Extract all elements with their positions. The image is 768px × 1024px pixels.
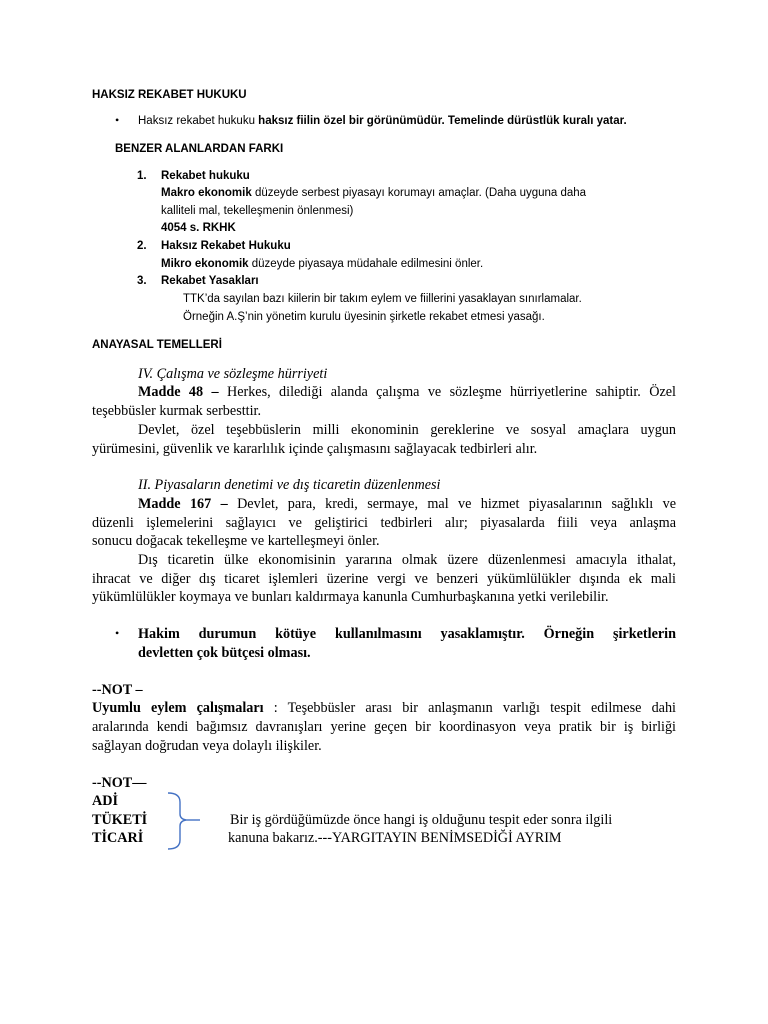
list-item-2-line1 (161, 258, 483, 270)
note-1-line3: sağlayan doğrudan veya dolaylı ilişkiler. (92, 738, 322, 754)
note-2-item-ticari: TİCARİ (92, 830, 144, 846)
bullet-2-line1: Hakim durumun kötüye kullanılmasını yasaklamıştır. Örneğin şirketlerin (138, 626, 676, 642)
bullet1-bold: haksız fiilin özel bir görünümüdür. Temelinde dürüstlük kuralı yatar. (258, 115, 627, 127)
note-1-line2: aralarında kendi bağımsız davranışları yerine geçen bir koordinasyon veya pratik bir iş birliği (92, 719, 676, 735)
note-2-text-line2: kanuna bakarız.---YARGITAYIN BENİMSEDİĞİ AYRIM (228, 830, 562, 846)
heading-benzer-alanlar: BENZER ALANLARDAN FARKI (115, 143, 284, 155)
madde-48-text1: Herkes, dilediği alanda çalışma ve sözleşme hürriyetlerine sahiptir. Özel (218, 384, 676, 400)
list-item-1-title: Rekabet hukuku (161, 170, 250, 182)
madde-48-label: Madde 48 – (138, 384, 219, 400)
section-2-title: II. Piyasaların denetimi ve dış ticaretin düzenlenmesi (138, 477, 441, 493)
bullet1-normal: Haksız rekabet hukuku (138, 115, 259, 127)
mikro-label: Mikro ekonomik (161, 258, 249, 270)
list-number-3: 3. (137, 275, 147, 287)
madde-167-line1 (138, 496, 676, 513)
madde-48-line1 (92, 384, 676, 401)
madde-167-para2-line1: Dış ticaretin ülke ekonomisinin yararına olmak üzere düzenlenmesi amacıyla ithalat, (138, 552, 676, 568)
list-item-1-line1 (161, 187, 586, 199)
list-item-2-title: Haksız Rekabet Hukuku (161, 240, 291, 252)
list-item-3-line2: Örneğin A.Ş’nin yönetim kurulu üyesinin şirketle rekabet etmesi yasağı. (183, 311, 545, 323)
heading-haksiz-rekabet: HAKSIZ REKABET HUKUKU (92, 89, 247, 101)
curly-brace-icon (164, 790, 204, 852)
note-2-item-tuketici: TÜKETİ (92, 812, 148, 828)
madde-167-label: Madde 167 – (138, 496, 228, 512)
madde-167-para2-line3: yükümlülükler koymaya ve bunları kaldırmaya kanunla Cumhurbaşkanına yetki verilebilir. (92, 589, 609, 605)
note-2-text-line1: Bir iş gördüğümüzde önce hangi iş olduğunu tespit eder sonra ilgili (230, 812, 613, 828)
list-item-3-title: Rekabet Yasakları (161, 275, 259, 287)
note-1-label: --NOT – (92, 682, 143, 698)
section-4-title: IV. Çalışma ve sözleşme hürriyeti (138, 366, 328, 382)
note-1-text1: : Teşebbüsler arası bir anlaşmanın varlığı tespit edilmese dahi (263, 700, 676, 716)
madde-167-line2: düzenli işlemelerini sağlayıcı ve geliştirici tedbirleri alır; piyasalarda fiili veya anlaşma (92, 515, 676, 531)
makro-label: Makro ekonomik (161, 187, 252, 199)
madde-167-line3: sonucu doğacak tekelleşme ve kartelleşmeyi önler. (92, 533, 380, 549)
madde-167-para2-line2: ihracat ve diğer dış ticaret işlemleri üzerine vergi ve benzeri yükümlülükler dışında ek mali (92, 571, 676, 587)
bullet-2-line2: devletten çok bütçesi olması. (138, 645, 311, 661)
note-1-line1 (92, 700, 676, 717)
uyumlu-eylem-term: Uyumlu eylem çalışmaları (92, 700, 264, 716)
mikro-rest: düzeyde piyasaya müdahale edilmesini önler. (248, 258, 484, 270)
list-item-3-line1: TTK’da sayılan bazı kiilerin bir takım eylem ve fiillerini yasaklayan sınırlamalar. (183, 293, 582, 305)
heading-anayasal-temelleri: ANAYASAL TEMELLERİ (92, 339, 222, 351)
list-number-1: 1. (137, 170, 147, 182)
list-item-1-line3: 4054 s. RKHK (161, 222, 236, 234)
bullet-dot: • (115, 626, 120, 640)
note-2-item-adi: ADİ (92, 793, 119, 809)
bullet-text-1 (138, 115, 627, 127)
bullet-dot: • (115, 113, 120, 127)
madde-167-text1: Devlet, para, kredi, sermaye, mal ve hizmet piyasalarının sağlıklı ve (227, 496, 676, 512)
note-2-label: --NOT— (92, 775, 147, 791)
madde-48-para2-line2: yürümesini, güvenlik ve kararlılık içinde çalışmasını sağlayacak tedbirleri alır. (92, 441, 538, 457)
list-item-1-line2: kalliteli mal, tekelleşmenin önlenmesi) (161, 205, 354, 217)
madde-48-line2: teşebbüsler kurmak serbesttir. (92, 403, 262, 419)
list-number-2: 2. (137, 240, 147, 252)
madde-48-para2-line1: Devlet, özel teşebbüslerin milli ekonominin gereklerine ve sosyal amaçlara uygun (138, 422, 676, 438)
makro-rest: düzeyde serbest piyasayı korumayı amaçlar. (Daha uyguna daha (251, 187, 587, 199)
